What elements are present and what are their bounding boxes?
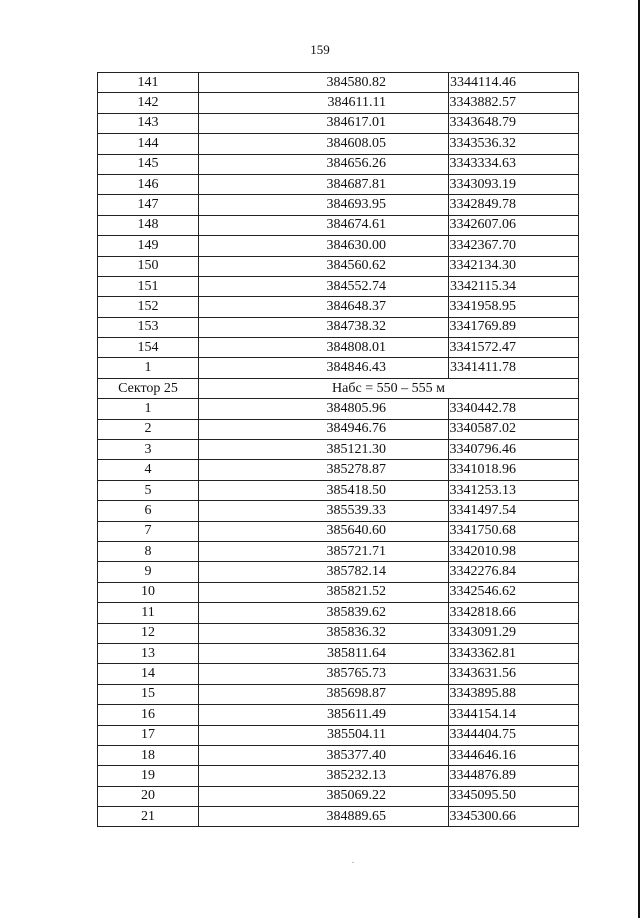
- table-row: [98, 134, 579, 154]
- table-row: [98, 725, 579, 745]
- page-number: 159: [310, 42, 330, 57]
- y-coordinate-cell: 3345095.50: [449, 786, 579, 806]
- table-row: [98, 236, 579, 256]
- y-coordinate-cell: 3343536.32: [449, 134, 579, 154]
- point-number-cell: 2: [98, 419, 199, 439]
- y-coordinate-cell: 3343631.56: [449, 664, 579, 684]
- point-number-cell: 14: [98, 664, 199, 684]
- point-number-cell: 18: [98, 745, 199, 765]
- y-coordinate-cell: 3343093.19: [449, 174, 579, 194]
- table-row: [98, 419, 579, 439]
- point-number-cell: 146: [98, 174, 199, 194]
- table-row: [98, 501, 579, 521]
- point-number-cell: 21: [98, 807, 199, 827]
- table-row: [98, 705, 579, 725]
- point-number-cell: 4: [98, 460, 199, 480]
- y-coordinate-cell: 3341769.89: [449, 317, 579, 337]
- table-row: [98, 440, 579, 460]
- y-coordinate-cell: 3342607.06: [449, 215, 579, 235]
- point-number-cell: 19: [98, 766, 199, 786]
- y-coordinate-cell: 3342849.78: [449, 195, 579, 215]
- point-number-cell: 6: [98, 501, 199, 521]
- x-coordinate-cell: 385765.73: [199, 664, 449, 684]
- x-coordinate-cell: 385504.11: [199, 725, 449, 745]
- y-coordinate-cell: 3344154.14: [449, 705, 579, 725]
- x-coordinate-cell: 385418.50: [199, 480, 449, 500]
- table-row: [98, 684, 579, 704]
- y-coordinate-cell: 3341750.68: [449, 521, 579, 541]
- y-coordinate-cell: 3341253.13: [449, 480, 579, 500]
- point-number-cell: 141: [98, 73, 199, 93]
- scan-speck: [352, 862, 354, 863]
- y-coordinate-cell: 3344876.89: [449, 766, 579, 786]
- point-number-cell: 154: [98, 338, 199, 358]
- point-number-cell: 7: [98, 521, 199, 541]
- x-coordinate-cell: 384608.05: [199, 134, 449, 154]
- table-row: [98, 541, 579, 561]
- x-coordinate-cell: 385278.87: [199, 460, 449, 480]
- y-coordinate-cell: 3343882.57: [449, 93, 579, 113]
- y-coordinate-cell: 3340796.46: [449, 440, 579, 460]
- x-coordinate-cell: 385611.49: [199, 705, 449, 725]
- table-row: [98, 215, 579, 235]
- table-row: [98, 195, 579, 215]
- point-number-cell: 152: [98, 297, 199, 317]
- table-row: [98, 562, 579, 582]
- point-number-cell: 10: [98, 582, 199, 602]
- table-row: [98, 113, 579, 133]
- point-number-cell: 145: [98, 154, 199, 174]
- point-number-cell: 20: [98, 786, 199, 806]
- x-coordinate-cell: 385721.71: [199, 541, 449, 561]
- x-coordinate-cell: 384560.62: [199, 256, 449, 276]
- y-coordinate-cell: 3340442.78: [449, 399, 579, 419]
- sector-label: Сектор 25: [98, 378, 199, 398]
- y-coordinate-cell: 3344114.46: [449, 73, 579, 93]
- x-coordinate-cell: 384611.11: [199, 93, 449, 113]
- table-row: [98, 297, 579, 317]
- y-coordinate-cell: 3343091.29: [449, 623, 579, 643]
- y-coordinate-cell: 3341572.47: [449, 338, 579, 358]
- x-coordinate-cell: 385539.33: [199, 501, 449, 521]
- point-number-cell: 151: [98, 276, 199, 296]
- table-row: [98, 807, 579, 827]
- x-coordinate-cell: 385121.30: [199, 440, 449, 460]
- y-coordinate-cell: 3341018.96: [449, 460, 579, 480]
- y-coordinate-cell: 3343895.88: [449, 684, 579, 704]
- y-coordinate-cell: 3340587.02: [449, 419, 579, 439]
- point-number-cell: 149: [98, 236, 199, 256]
- point-number-cell: 5: [98, 480, 199, 500]
- x-coordinate-cell: 384738.32: [199, 317, 449, 337]
- table-row: [98, 521, 579, 541]
- x-coordinate-cell: 384805.96: [199, 399, 449, 419]
- y-coordinate-cell: 3343362.81: [449, 643, 579, 663]
- table-row: [98, 256, 579, 276]
- table-row: [98, 358, 579, 378]
- x-coordinate-cell: 384846.43: [199, 358, 449, 378]
- point-number-cell: 11: [98, 603, 199, 623]
- point-number-cell: 13: [98, 643, 199, 663]
- y-coordinate-cell: 3343648.79: [449, 113, 579, 133]
- y-coordinate-cell: 3342134.30: [449, 256, 579, 276]
- x-coordinate-cell: 384580.82: [199, 73, 449, 93]
- point-number-cell: 142: [98, 93, 199, 113]
- y-coordinate-cell: 3342367.70: [449, 236, 579, 256]
- table-row: [98, 399, 579, 419]
- x-coordinate-cell: 384617.01: [199, 113, 449, 133]
- y-coordinate-cell: 3342276.84: [449, 562, 579, 582]
- table-row: [98, 786, 579, 806]
- table-row: [98, 276, 579, 296]
- y-coordinate-cell: 3342115.34: [449, 276, 579, 296]
- x-coordinate-cell: 385839.62: [199, 603, 449, 623]
- x-coordinate-cell: 384693.95: [199, 195, 449, 215]
- table-row: [98, 480, 579, 500]
- table-row: [98, 460, 579, 480]
- y-coordinate-cell: 3344404.75: [449, 725, 579, 745]
- point-number-cell: 153: [98, 317, 199, 337]
- x-coordinate-cell: 385698.87: [199, 684, 449, 704]
- x-coordinate-cell: 384656.26: [199, 154, 449, 174]
- table-row: [98, 174, 579, 194]
- y-coordinate-cell: 3344646.16: [449, 745, 579, 765]
- point-number-cell: 12: [98, 623, 199, 643]
- table-row: [98, 338, 579, 358]
- point-number-cell: 16: [98, 705, 199, 725]
- point-number-cell: 150: [98, 256, 199, 276]
- x-coordinate-cell: 385782.14: [199, 562, 449, 582]
- x-coordinate-cell: 384648.37: [199, 297, 449, 317]
- table-row: [98, 317, 579, 337]
- point-number-cell: 15: [98, 684, 199, 704]
- point-number-cell: 148: [98, 215, 199, 235]
- y-coordinate-cell: 3342818.66: [449, 603, 579, 623]
- x-coordinate-cell: 384808.01: [199, 338, 449, 358]
- point-number-cell: 144: [98, 134, 199, 154]
- point-number-cell: 147: [98, 195, 199, 215]
- point-number-cell: 17: [98, 725, 199, 745]
- y-coordinate-cell: 3342546.62: [449, 582, 579, 602]
- point-number-cell: 9: [98, 562, 199, 582]
- table-row: [98, 745, 579, 765]
- table-row: [98, 643, 579, 663]
- table-row: [98, 623, 579, 643]
- y-coordinate-cell: 3341497.54: [449, 501, 579, 521]
- x-coordinate-cell: 384630.00: [199, 236, 449, 256]
- point-number-cell: 143: [98, 113, 199, 133]
- table-row: [98, 664, 579, 684]
- sector-height-note: Набс = 550 – 555 м: [199, 378, 579, 398]
- table-row: [98, 93, 579, 113]
- x-coordinate-cell: 384674.61: [199, 215, 449, 235]
- table-row: [98, 582, 579, 602]
- x-coordinate-cell: 385821.52: [199, 582, 449, 602]
- x-coordinate-cell: 384946.76: [199, 419, 449, 439]
- x-coordinate-cell: 384889.65: [199, 807, 449, 827]
- sector-row: [98, 378, 579, 398]
- table-row: [98, 154, 579, 174]
- table-row: [98, 73, 579, 93]
- y-coordinate-cell: 3341411.78: [449, 358, 579, 378]
- x-coordinate-cell: 385377.40: [199, 745, 449, 765]
- x-coordinate-cell: 385811.64: [199, 643, 449, 663]
- point-number-cell: 1: [98, 399, 199, 419]
- x-coordinate-cell: 385069.22: [199, 786, 449, 806]
- point-number-cell: 1: [98, 358, 199, 378]
- table-row: [98, 766, 579, 786]
- x-coordinate-cell: 384687.81: [199, 174, 449, 194]
- y-coordinate-cell: 3341958.95: [449, 297, 579, 317]
- x-coordinate-cell: 385836.32: [199, 623, 449, 643]
- x-coordinate-cell: 384552.74: [199, 276, 449, 296]
- table-row: [98, 603, 579, 623]
- y-coordinate-cell: 3343334.63: [449, 154, 579, 174]
- point-number-cell: 3: [98, 440, 199, 460]
- coordinates-table: [97, 72, 579, 827]
- y-coordinate-cell: 3345300.66: [449, 807, 579, 827]
- x-coordinate-cell: 385232.13: [199, 766, 449, 786]
- x-coordinate-cell: 385640.60: [199, 521, 449, 541]
- point-number-cell: 8: [98, 541, 199, 561]
- y-coordinate-cell: 3342010.98: [449, 541, 579, 561]
